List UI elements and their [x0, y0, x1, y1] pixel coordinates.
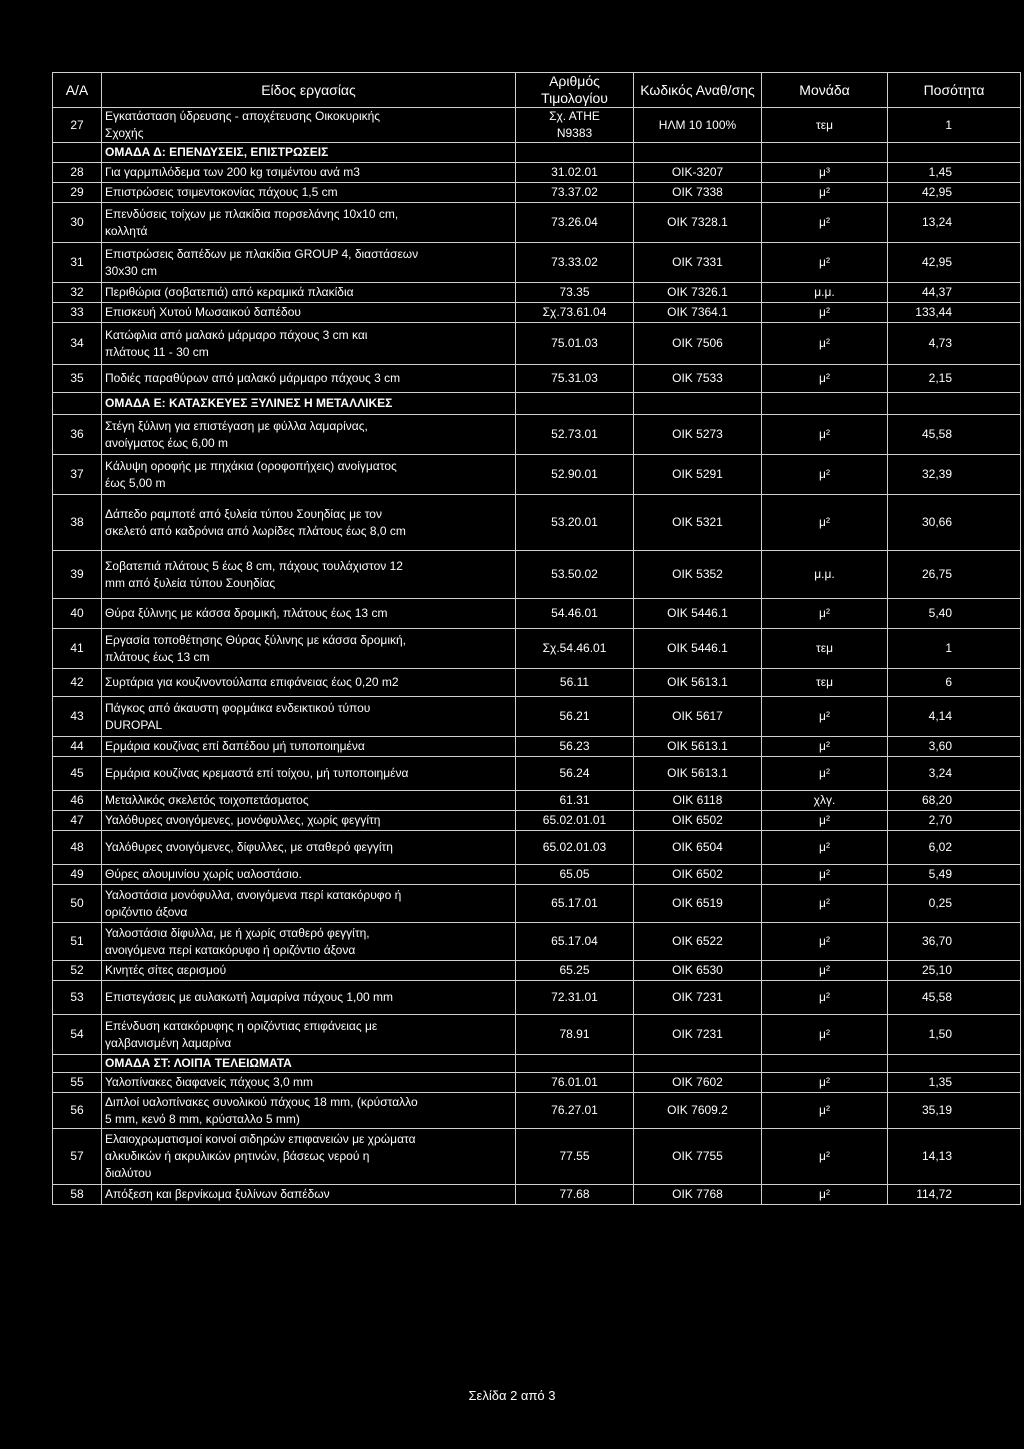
row-quantity: 13,24	[888, 203, 1021, 243]
row-description: Υαλοστάσια μονόφυλλα, ανοιγόμενα περί κατακόρυφο ή οριζόντιο άξονα	[102, 885, 516, 923]
row-description: Εργασία τοποθέτησης Θύρας ξύλινης με κάσσα δρομική, πλάτους έως 13 cm	[102, 629, 516, 669]
row-description: Κατώφλια από μαλακό μάρμαρο πάχους 3 cm και πλάτους 11 - 30 cm	[102, 323, 516, 365]
table-row	[53, 551, 1021, 599]
row-quantity: 3,60	[888, 737, 1021, 757]
row-price-number: 65.17.04	[516, 923, 634, 961]
row-unit: μ²	[762, 1015, 888, 1055]
row-code: ΟΙΚ 7768	[634, 1185, 762, 1205]
table-row	[53, 163, 1021, 183]
row-code: ΟΙΚ 7328.1	[634, 203, 762, 243]
row-price-number: 77.55	[516, 1129, 634, 1185]
row-description: Κινητές σίτες αερισμού	[102, 961, 516, 981]
row-index: 32	[53, 283, 102, 303]
row-unit: μ²	[762, 981, 888, 1015]
row-description: Θύρες αλουμινίου χωρίς υαλοστάσιο.	[102, 865, 516, 885]
group-empty-cell	[888, 393, 1021, 415]
row-quantity: 2,15	[888, 365, 1021, 393]
row-code: ΟΙΚ 5321	[634, 495, 762, 551]
row-description: Επισκευή Χυτού Μωσαικού δαπέδου	[102, 303, 516, 323]
row-price-number: Σχ.54.46.01	[516, 629, 634, 669]
table-row	[53, 415, 1021, 455]
row-index: 47	[53, 811, 102, 831]
row-price-number: 65.17.01	[516, 885, 634, 923]
row-price-number: 53.20.01	[516, 495, 634, 551]
row-price-number: 61.31	[516, 791, 634, 811]
table-row	[53, 961, 1021, 981]
row-quantity: 14,13	[888, 1129, 1021, 1185]
row-index: 28	[53, 163, 102, 183]
row-price-number: 73.26.04	[516, 203, 634, 243]
row-description: Ερμάρια κουζίνας επί δαπέδου μή τυποποιημένα	[102, 737, 516, 757]
row-code: ΟΙΚ 5617	[634, 697, 762, 737]
row-index: 29	[53, 183, 102, 203]
row-quantity: 1	[888, 108, 1021, 143]
row-quantity: 45,58	[888, 981, 1021, 1015]
row-unit: μ²	[762, 697, 888, 737]
row-quantity: 42,95	[888, 183, 1021, 203]
row-unit: μ²	[762, 737, 888, 757]
row-index: 40	[53, 599, 102, 629]
row-quantity: 6,02	[888, 831, 1021, 865]
row-code: ΟΙΚ 5446.1	[634, 599, 762, 629]
row-code: ΟΙΚ 7533	[634, 365, 762, 393]
row-price-number: Σχ. ΑΤΗΕ Ν9383	[516, 108, 634, 143]
row-description: Επιστρώσεις τσιμεντοκονίας πάχους 1,5 cm	[102, 183, 516, 203]
row-price-number: 73.35	[516, 283, 634, 303]
row-description: Ελαιοχρωματισμοί κοινοί σιδηρών επιφανειών με χρώματα αλκυδικών ή ακρυλικών ρητινών, βάσεως νερού η διαλύτου	[102, 1129, 516, 1185]
row-unit: μ²	[762, 757, 888, 791]
row-index: 51	[53, 923, 102, 961]
row-unit: μ²	[762, 1093, 888, 1129]
table-row	[53, 455, 1021, 495]
group-header-row	[53, 1055, 1021, 1073]
row-price-number: 54.46.01	[516, 599, 634, 629]
row-quantity: 4,14	[888, 697, 1021, 737]
row-description: Για γαρμπιλόδεμα των 200 kg τσιμέντου ανά m3	[102, 163, 516, 183]
group-empty-cell	[762, 1055, 888, 1073]
table-row	[53, 1015, 1021, 1055]
row-unit: τεμ	[762, 669, 888, 697]
row-index: 42	[53, 669, 102, 697]
row-description: Εγκατάσταση ύδρευσης - αποχέτευσης Οικοκυρικής Σχοχής	[102, 108, 516, 143]
row-price-number: 53.50.02	[516, 551, 634, 599]
row-price-number: 56.21	[516, 697, 634, 737]
row-description: Ερμάρια κουζίνας κρεμαστά επί τοίχου, μή τυποποιημένα	[102, 757, 516, 791]
row-unit: τεμ	[762, 629, 888, 669]
header-price-number: Αριθμός Τιμολογίου	[516, 73, 634, 108]
row-description: Στέγη ξύλινη για επιστέγαση με φύλλα λαμαρίνας, ανοίγματος έως 6,00 m	[102, 415, 516, 455]
row-code: ΟΙΚ 6502	[634, 811, 762, 831]
row-code: ΟΙΚ 5613.1	[634, 757, 762, 791]
table-row	[53, 323, 1021, 365]
row-code: ΟΙΚ-3207	[634, 163, 762, 183]
table-row	[53, 1185, 1021, 1205]
row-quantity: 2,70	[888, 811, 1021, 831]
row-price-number: 73.33.02	[516, 243, 634, 283]
row-description: Επιστεγάσεις με αυλακωτή λαμαρίνα πάχους 1,00 mm	[102, 981, 516, 1015]
row-index: 38	[53, 495, 102, 551]
row-unit: τεμ	[762, 108, 888, 143]
row-unit: χλγ.	[762, 791, 888, 811]
row-price-number: 56.23	[516, 737, 634, 757]
row-description: Περιθώρια (σοβατεπιά) από κεραμικά πλακίδια	[102, 283, 516, 303]
row-price-number: 65.25	[516, 961, 634, 981]
row-quantity: 1,35	[888, 1073, 1021, 1093]
row-code: ΟΙΚ 7506	[634, 323, 762, 365]
row-code: ΟΙΚ 5613.1	[634, 737, 762, 757]
group-empty-cell	[888, 143, 1021, 163]
row-description: Συρτάρια για κουζινοντούλαπα επιφάνειας έως 0,20 m2	[102, 669, 516, 697]
row-price-number: Σχ.73.61.04	[516, 303, 634, 323]
row-description: Υαλοπίνακες διαφανείς πάχους 3,0 mm	[102, 1073, 516, 1093]
header-code: Κωδικός Αναθ/σης	[634, 73, 762, 108]
row-description: Δάπεδο ραμποτέ από ξυλεία τύπου Σουηδίας με τον σκελετό από καδρόνια από λωρίδες πλάτους έως 8,0 cm	[102, 495, 516, 551]
row-unit: μ²	[762, 243, 888, 283]
row-unit: μ²	[762, 1129, 888, 1185]
row-price-number: 52.73.01	[516, 415, 634, 455]
table-row	[53, 757, 1021, 791]
row-unit: μ²	[762, 923, 888, 961]
table-row	[53, 697, 1021, 737]
row-index: 36	[53, 415, 102, 455]
group-empty-cell	[634, 393, 762, 415]
group-empty-cell	[516, 1055, 634, 1073]
row-code: ΟΙΚ 6530	[634, 961, 762, 981]
row-quantity: 5,40	[888, 599, 1021, 629]
row-code: ΟΙΚ 5273	[634, 415, 762, 455]
row-index: 52	[53, 961, 102, 981]
row-index: 44	[53, 737, 102, 757]
row-unit: μ²	[762, 961, 888, 981]
row-code: ΟΙΚ 7609.2	[634, 1093, 762, 1129]
row-quantity: 1	[888, 629, 1021, 669]
row-quantity: 6	[888, 669, 1021, 697]
row-index: 43	[53, 697, 102, 737]
row-quantity: 114,72	[888, 1185, 1021, 1205]
row-index: 49	[53, 865, 102, 885]
row-description: Υαλοστάσια δίφυλλα, με ή χωρίς σταθερό φεγγίτη, ανοιγόμενα περί κατακόρυφο ή οριζόντιο άξονα	[102, 923, 516, 961]
row-index: 57	[53, 1129, 102, 1185]
page-footer: Σελίδα 2 από 3	[468, 1388, 556, 1403]
row-index: 54	[53, 1015, 102, 1055]
row-unit: μ²	[762, 183, 888, 203]
table-row	[53, 737, 1021, 757]
group-spacer	[53, 1055, 102, 1073]
table-row	[53, 885, 1021, 923]
row-quantity: 42,95	[888, 243, 1021, 283]
table-header-row	[53, 73, 1021, 108]
row-unit: μ²	[762, 455, 888, 495]
header-quantity: Ποσότητα	[888, 73, 1021, 108]
row-unit: μ²	[762, 303, 888, 323]
table-row	[53, 923, 1021, 961]
row-description: Επένδυση κατακόρυφης η οριζόντιας επιφάνειας με γαλβανισμένη λαμαρίνα	[102, 1015, 516, 1055]
row-code: ΟΙΚ 5352	[634, 551, 762, 599]
row-index: 27	[53, 108, 102, 143]
row-quantity: 1,50	[888, 1015, 1021, 1055]
row-price-number: 76.27.01	[516, 1093, 634, 1129]
table-row	[53, 1073, 1021, 1093]
row-price-number: 56.11	[516, 669, 634, 697]
row-index: 35	[53, 365, 102, 393]
group-title: ΟΜΑΔΑ Δ: ΕΠΕΝΔΥΣΕΙΣ, ΕΠΙΣΤΡΩΣΕΙΣ	[102, 143, 516, 163]
row-code: ΟΙΚ 5613.1	[634, 669, 762, 697]
row-unit: μ.μ.	[762, 283, 888, 303]
row-quantity: 5,49	[888, 865, 1021, 885]
row-code: ΟΙΚ 5291	[634, 455, 762, 495]
row-price-number: 76.01.01	[516, 1073, 634, 1093]
table-row	[53, 283, 1021, 303]
row-unit: μ²	[762, 323, 888, 365]
row-quantity: 44,37	[888, 283, 1021, 303]
header-description: Είδος εργασίας	[102, 73, 516, 108]
row-unit: μ²	[762, 365, 888, 393]
table-row	[53, 831, 1021, 865]
row-price-number: 78.91	[516, 1015, 634, 1055]
row-quantity: 0,25	[888, 885, 1021, 923]
row-index: 55	[53, 1073, 102, 1093]
row-description: Επιστρώσεις δαπέδων με πλακίδια GROUP 4, διαστάσεων 30x30 cm	[102, 243, 516, 283]
row-index: 34	[53, 323, 102, 365]
table-row	[53, 203, 1021, 243]
row-quantity: 4,73	[888, 323, 1021, 365]
group-empty-cell	[762, 393, 888, 415]
row-index: 39	[53, 551, 102, 599]
group-header-row	[53, 143, 1021, 163]
row-code: ΗΛΜ 10 100%	[634, 108, 762, 143]
table-row	[53, 865, 1021, 885]
group-empty-cell	[762, 143, 888, 163]
table-row	[53, 303, 1021, 323]
row-code: ΟΙΚ 6519	[634, 885, 762, 923]
row-price-number: 77.68	[516, 1185, 634, 1205]
group-empty-cell	[634, 143, 762, 163]
row-unit: μ³	[762, 163, 888, 183]
row-unit: μ.μ.	[762, 551, 888, 599]
works-table	[52, 72, 1021, 1205]
row-price-number: 72.31.01	[516, 981, 634, 1015]
table-row	[53, 1093, 1021, 1129]
row-price-number: 75.31.03	[516, 365, 634, 393]
row-price-number: 65.02.01.03	[516, 831, 634, 865]
row-index: 31	[53, 243, 102, 283]
row-index: 30	[53, 203, 102, 243]
row-description: Υαλόθυρες ανοιγόμενες, μονόφυλλες, χωρίς φεγγίτη	[102, 811, 516, 831]
row-quantity: 26,75	[888, 551, 1021, 599]
table-row	[53, 243, 1021, 283]
row-unit: μ²	[762, 885, 888, 923]
table-row	[53, 495, 1021, 551]
row-description: Θύρα ξύλινης με κάσσα δρομική, πλάτους έως 13 cm	[102, 599, 516, 629]
row-index: 33	[53, 303, 102, 323]
group-title: ΟΜΑΔΑ Ε: ΚΑΤΑΣΚΕΥΕΣ ΞΥΛΙΝΕΣ Η ΜΕΤΑΛΛΙΚΕΣ	[102, 393, 516, 415]
row-code: ΟΙΚ 7338	[634, 183, 762, 203]
table-row	[53, 1129, 1021, 1185]
table-body	[53, 108, 1021, 1205]
header-idx: Α/Α	[53, 73, 102, 108]
row-code: ΟΙΚ 6522	[634, 923, 762, 961]
row-description: Διπλοί υαλοπίνακες συνολικού πάχους 18 mm, (κρύσταλλο 5 mm, κενό 8 mm, κρύσταλλο 5 mm)	[102, 1093, 516, 1129]
row-index: 53	[53, 981, 102, 1015]
table-row	[53, 365, 1021, 393]
row-index: 48	[53, 831, 102, 865]
table-row	[53, 183, 1021, 203]
row-unit: μ²	[762, 415, 888, 455]
row-price-number: 31.02.01	[516, 163, 634, 183]
row-unit: μ²	[762, 865, 888, 885]
table-row	[53, 599, 1021, 629]
table-row	[53, 791, 1021, 811]
group-empty-cell	[516, 143, 634, 163]
row-price-number: 73.37.02	[516, 183, 634, 203]
row-code: ΟΙΚ 6504	[634, 831, 762, 865]
group-title: ΟΜΑΔΑ ΣΤ: ΛΟΙΠΑ ΤΕΛΕΙΩΜΑΤΑ	[102, 1055, 516, 1073]
row-description: Μεταλλικός σκελετός τοιχοπετάσματος	[102, 791, 516, 811]
header-unit: Μονάδα	[762, 73, 888, 108]
group-header-row	[53, 393, 1021, 415]
row-description: Πάγκος από άκαυστη φορμάικα ενδεικτικού τύπου DUROPAL	[102, 697, 516, 737]
row-code: ΟΙΚ 7331	[634, 243, 762, 283]
row-index: 41	[53, 629, 102, 669]
row-code: ΟΙΚ 7755	[634, 1129, 762, 1185]
row-quantity: 30,66	[888, 495, 1021, 551]
row-index: 50	[53, 885, 102, 923]
row-description: Ποδιές παραθύρων από μαλακό μάρμαρο πάχους 3 cm	[102, 365, 516, 393]
row-price-number: 65.02.01.01	[516, 811, 634, 831]
row-quantity: 36,70	[888, 923, 1021, 961]
row-price-number: 75.01.03	[516, 323, 634, 365]
table-row	[53, 108, 1021, 143]
row-quantity: 1,45	[888, 163, 1021, 183]
group-empty-cell	[888, 1055, 1021, 1073]
row-description: Σοβατεπιά πλάτους 5 έως 8 cm, πάχους τουλάχιστον 12 mm από ξυλεία τύπου Σουηδίας	[102, 551, 516, 599]
row-description: Κάλυψη οροφής με πηχάκια (οροφοπήχεις) ανοίγματος έως 5,00 m	[102, 455, 516, 495]
row-index: 56	[53, 1093, 102, 1129]
row-index: 58	[53, 1185, 102, 1205]
row-quantity: 25,10	[888, 961, 1021, 981]
row-quantity: 45,58	[888, 415, 1021, 455]
row-quantity: 32,39	[888, 455, 1021, 495]
table-row	[53, 629, 1021, 669]
row-unit: μ²	[762, 203, 888, 243]
group-spacer	[53, 393, 102, 415]
row-unit: μ²	[762, 495, 888, 551]
row-code: ΟΙΚ 7231	[634, 981, 762, 1015]
row-code: ΟΙΚ 7231	[634, 1015, 762, 1055]
row-code: ΟΙΚ 7364.1	[634, 303, 762, 323]
row-price-number: 56.24	[516, 757, 634, 791]
row-unit: μ²	[762, 811, 888, 831]
row-description: Απόξεση και βερνίκωμα ξυλίνων δαπέδων	[102, 1185, 516, 1205]
row-quantity: 35,19	[888, 1093, 1021, 1129]
row-description: Επενδύσεις τοίχων με πλακίδια πορσελάνης 10x10 cm, κολλητά	[102, 203, 516, 243]
row-unit: μ²	[762, 1185, 888, 1205]
row-unit: μ²	[762, 1073, 888, 1093]
table-row	[53, 811, 1021, 831]
row-quantity: 68,20	[888, 791, 1021, 811]
row-unit: μ²	[762, 831, 888, 865]
row-quantity: 133,44	[888, 303, 1021, 323]
row-code: ΟΙΚ 6118	[634, 791, 762, 811]
group-empty-cell	[516, 393, 634, 415]
row-price-number: 65.05	[516, 865, 634, 885]
table-row	[53, 669, 1021, 697]
row-quantity: 3,24	[888, 757, 1021, 791]
row-code: ΟΙΚ 5446.1	[634, 629, 762, 669]
group-empty-cell	[634, 1055, 762, 1073]
row-index: 46	[53, 791, 102, 811]
group-spacer	[53, 143, 102, 163]
row-index: 45	[53, 757, 102, 791]
table-row	[53, 981, 1021, 1015]
row-unit: μ²	[762, 599, 888, 629]
row-description: Υαλόθυρες ανοιγόμενες, δίφυλλες, με σταθερό φεγγίτη	[102, 831, 516, 865]
row-code: ΟΙΚ 7602	[634, 1073, 762, 1093]
row-code: ΟΙΚ 6502	[634, 865, 762, 885]
row-index: 37	[53, 455, 102, 495]
row-price-number: 52.90.01	[516, 455, 634, 495]
row-code: ΟΙΚ 7326.1	[634, 283, 762, 303]
